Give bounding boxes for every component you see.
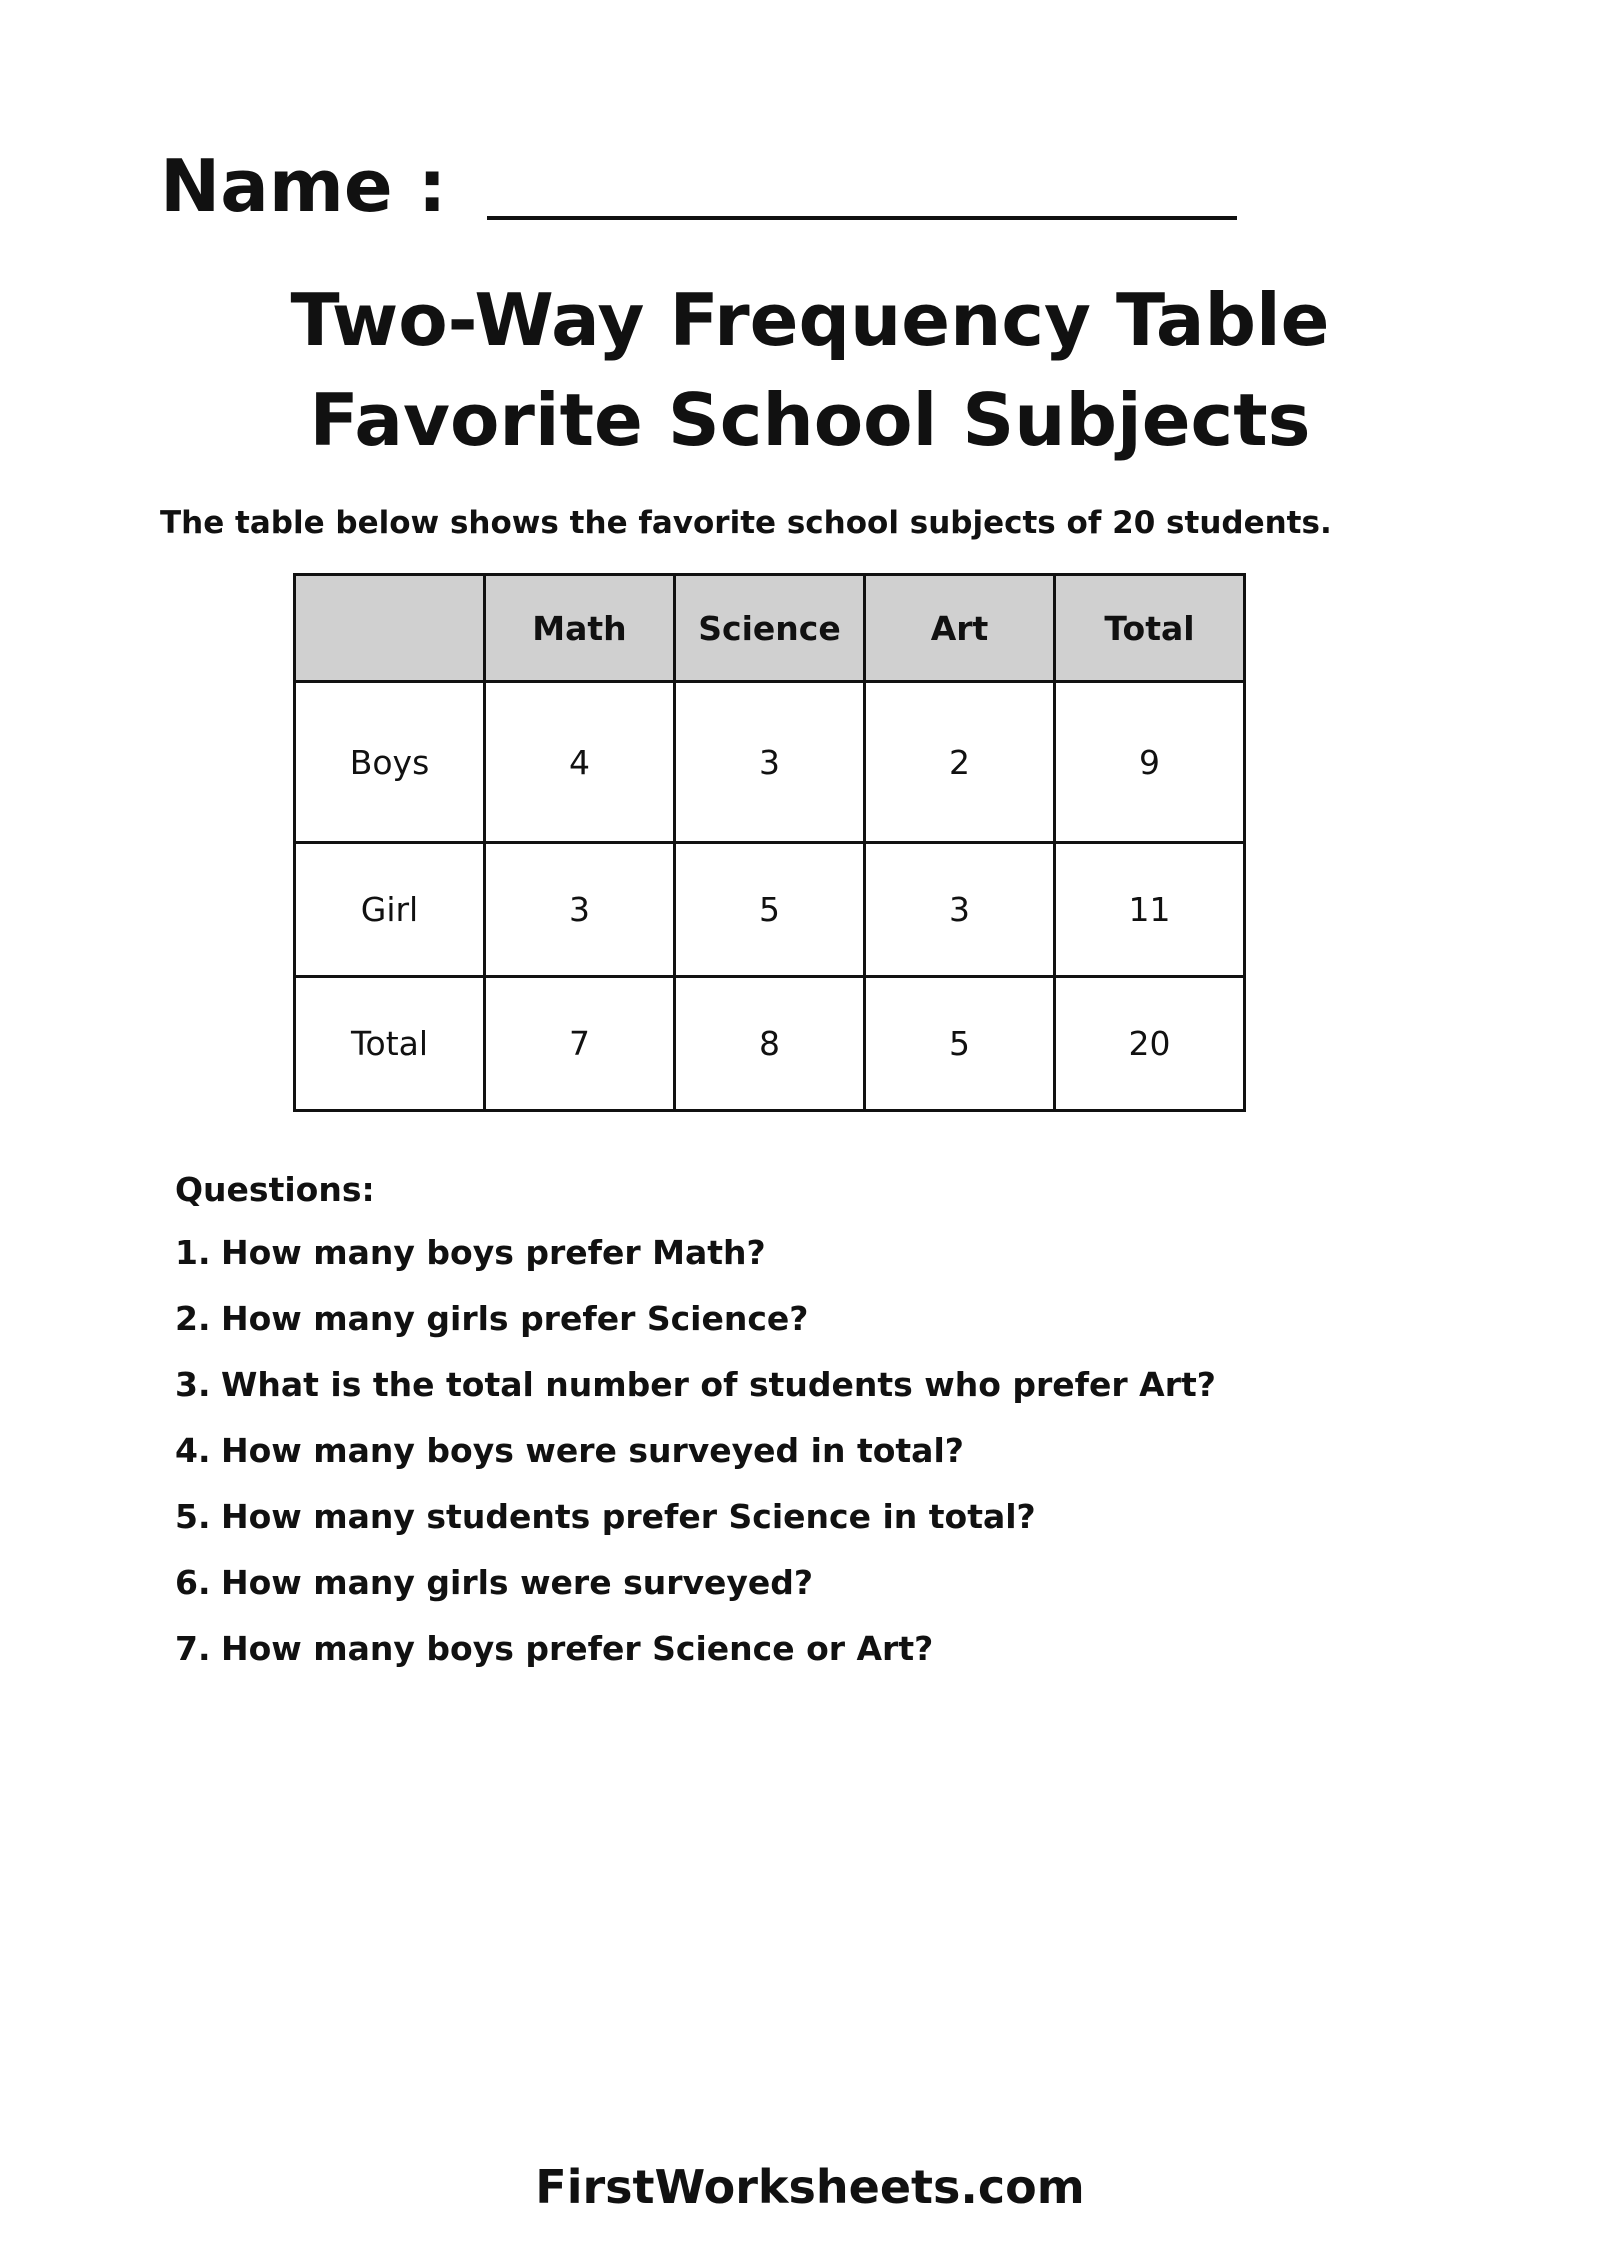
questions-list	[175, 1231, 1216, 1693]
table-cell: 3	[865, 843, 1055, 977]
question-number: 3.	[175, 1365, 211, 1404]
questions-section	[175, 1170, 1216, 1693]
question-text: How many boys were surveyed in total?	[221, 1431, 964, 1470]
table-cell: 2	[865, 682, 1055, 843]
table-row	[295, 843, 1245, 977]
question-number: 2.	[175, 1299, 211, 1338]
list-item	[175, 1495, 1216, 1561]
list-item	[175, 1297, 1216, 1363]
questions-heading: Questions:	[175, 1170, 375, 1209]
list-item	[175, 1627, 1216, 1693]
table-cell: 9	[1055, 682, 1245, 843]
question-number: 5.	[175, 1497, 211, 1536]
table-header-row	[295, 575, 1245, 682]
table-cell: 3	[485, 843, 675, 977]
row-label-total: Total	[295, 977, 485, 1111]
table-cell: 5	[865, 977, 1055, 1111]
name-label: Name :	[160, 144, 447, 228]
question-text: How many boys prefer Science or Art?	[221, 1629, 934, 1668]
table-row	[295, 682, 1245, 843]
table-cell: 7	[485, 977, 675, 1111]
question-text: How many girls prefer Science?	[221, 1299, 809, 1338]
table-cell: 8	[675, 977, 865, 1111]
list-item	[175, 1429, 1216, 1495]
question-text: How many girls were surveyed?	[221, 1563, 814, 1602]
frequency-table	[293, 573, 1246, 1112]
question-number: 4.	[175, 1431, 211, 1470]
question-number: 1.	[175, 1233, 211, 1272]
table-header-art: Art	[865, 575, 1055, 682]
table-cell: 4	[485, 682, 675, 843]
row-label-boys: Boys	[295, 682, 485, 843]
table-header-science: Science	[675, 575, 865, 682]
footer-site-name: FirstWorksheets.com	[535, 2160, 1085, 2214]
question-number: 7.	[175, 1629, 211, 1668]
title-line-2: Favorite School Subjects	[309, 378, 1311, 462]
table-cell: 11	[1055, 843, 1245, 977]
table-cell: 20	[1055, 977, 1245, 1111]
question-text: What is the total number of students who prefer Art?	[221, 1365, 1216, 1404]
table-cell: 3	[675, 682, 865, 843]
list-item	[175, 1363, 1216, 1429]
intro-text: The table below shows the favorite school subjects of 20 students.	[160, 505, 1332, 541]
title-line-1: Two-Way Frequency Table	[290, 278, 1330, 362]
table-header-total: Total	[1055, 575, 1245, 682]
table-row	[295, 977, 1245, 1111]
table-cell: 5	[675, 843, 865, 977]
name-answer-line	[487, 216, 1237, 220]
list-item	[175, 1231, 1216, 1297]
table-header-math: Math	[485, 575, 675, 682]
row-label-girl: Girl	[295, 843, 485, 977]
question-number: 6.	[175, 1563, 211, 1602]
list-item	[175, 1561, 1216, 1627]
question-text: How many students prefer Science in total?	[221, 1497, 1036, 1536]
table-header-corner	[295, 575, 485, 682]
name-row	[160, 144, 1237, 228]
page-title	[0, 270, 1600, 470]
question-text: How many boys prefer Math?	[221, 1233, 766, 1272]
